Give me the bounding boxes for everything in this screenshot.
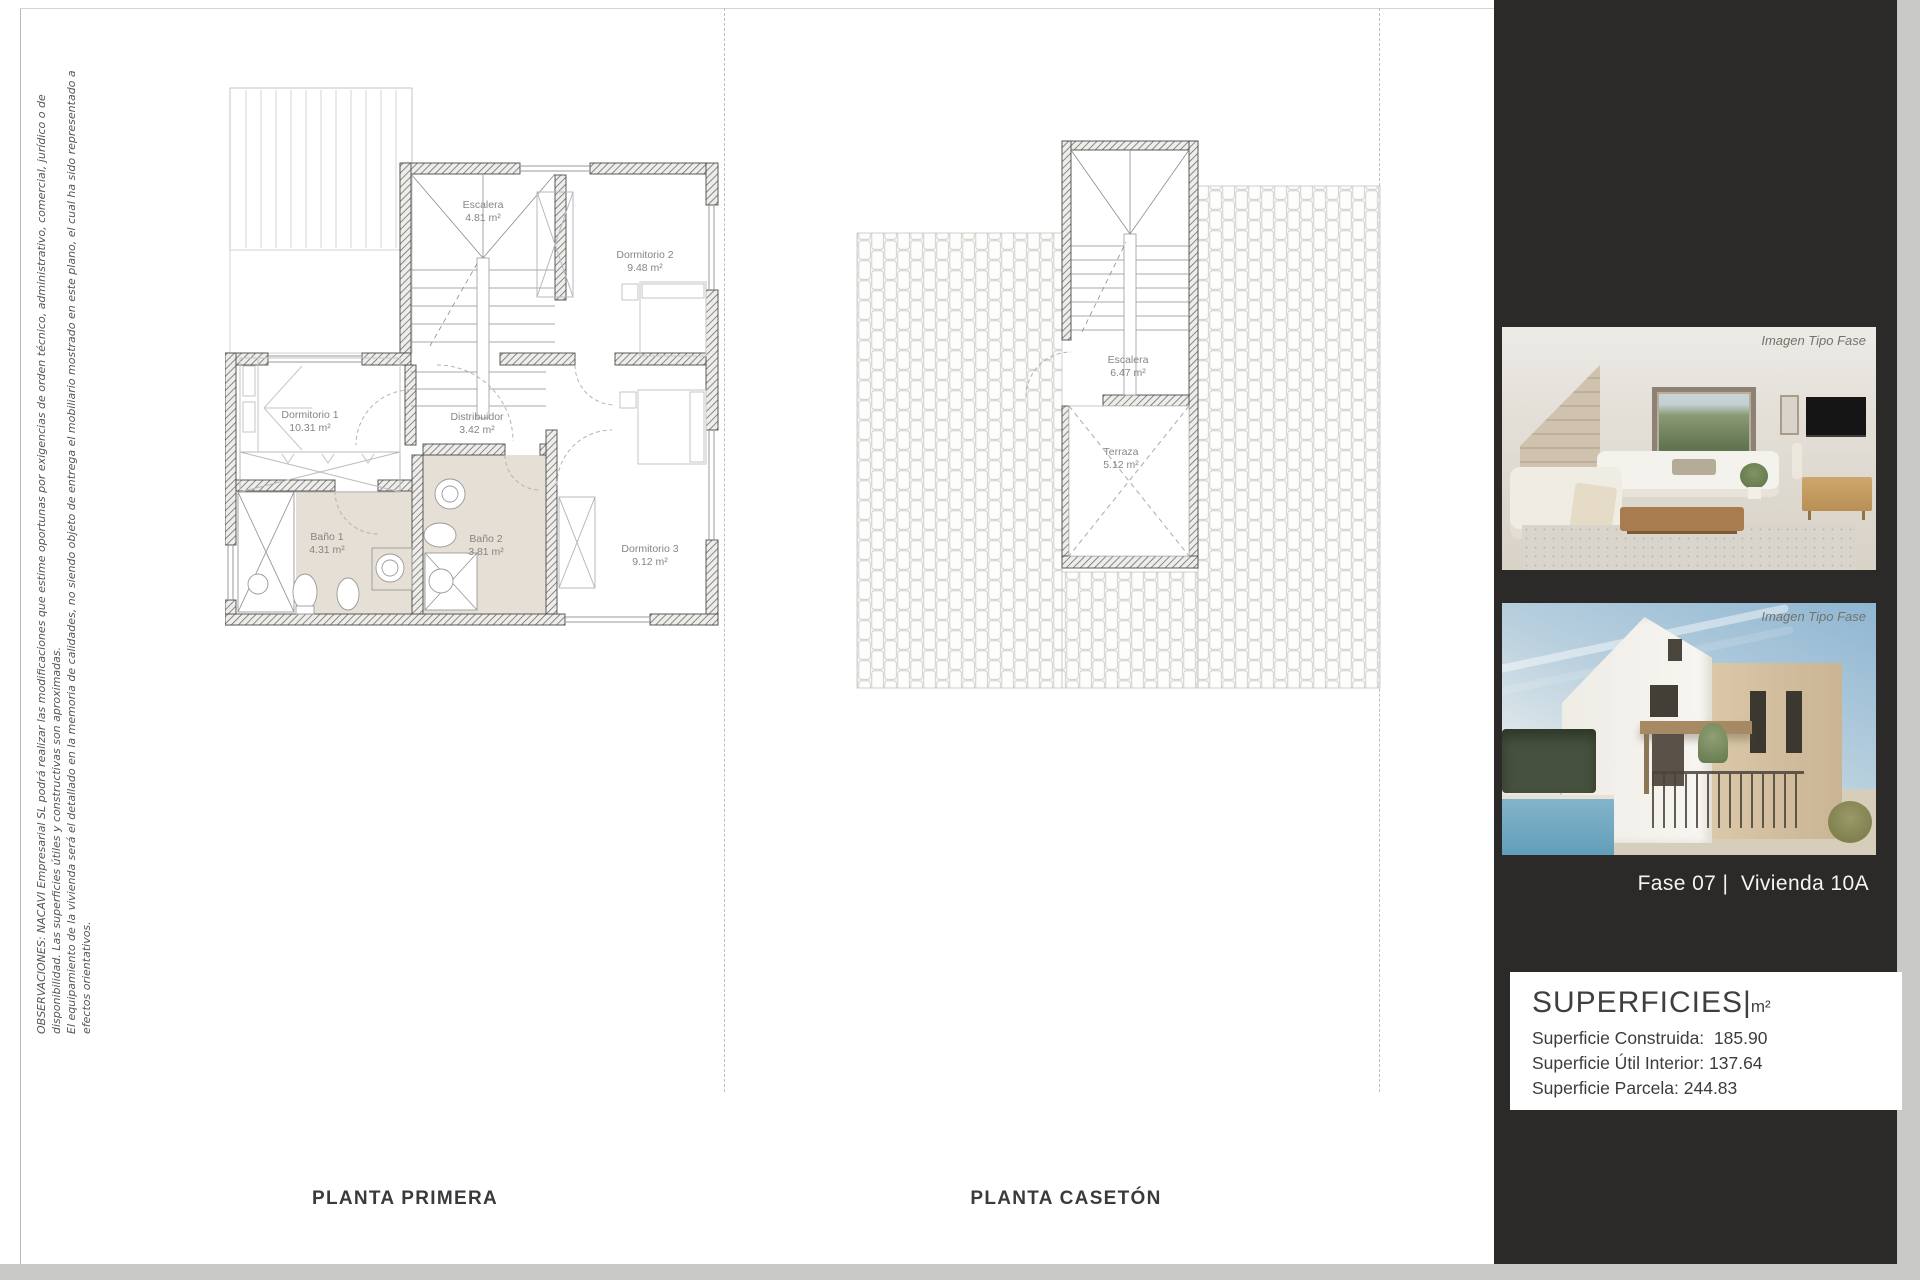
superficie-construida: Superficie Construida: 185.90 — [1532, 1028, 1768, 1048]
title-planta-caseton: PLANTA CASETÓN — [970, 1188, 1162, 1209]
superficies-title-row — [1532, 986, 1902, 1020]
exterior-railing — [1652, 771, 1804, 828]
left-border-rule — [20, 8, 21, 1264]
interior-cushion — [1672, 459, 1716, 475]
interior-art-frame — [1780, 395, 1799, 435]
exterior-photo — [1502, 603, 1876, 855]
room-label-dormitorio1: Dormitorio 1 10.31 m² — [281, 409, 339, 434]
room-label-escalera-p1: Escalera 4.81 m² — [462, 199, 504, 224]
room-label-distribuidor: Distribuidor 3.42 m² — [450, 411, 504, 436]
exterior-canopy-post — [1644, 734, 1649, 794]
unit-label: Fase 07 | Vivienda 10A — [1637, 872, 1869, 895]
observations-note — [34, 32, 94, 1034]
interior-lamp — [1792, 443, 1802, 479]
observations-line-1: OBSERVACIONES: NACAVI Empresarial SL podrá realizar las modificaciones que estime oportunas por exigencias de orden técnico, administrativo, comercial, jurídico o de disponibilidad. Las superficies útiles y constructivas son aproximadas. — [35, 94, 63, 1034]
terrace-pergola — [230, 88, 412, 353]
exterior-hedge — [1502, 729, 1596, 793]
interior-coffee-table — [1620, 507, 1744, 531]
room-label-dormitorio3: Dormitorio 3 9.12 m² — [621, 543, 679, 568]
exterior-gable-window — [1650, 685, 1678, 717]
room-label-terraza: Terraza 5.12 m² — [1103, 446, 1139, 471]
superficies-unit: m² — [1750, 997, 1771, 1016]
interior-photo — [1502, 327, 1876, 570]
interior-sideboard-leg-left — [1808, 511, 1811, 520]
exterior-photo-caption: Imagen Tipo Fase — [1761, 609, 1866, 624]
interior-tv — [1806, 397, 1866, 435]
superficie-parcela: Superficie Parcela: 244.83 — [1532, 1078, 1738, 1098]
superficies-title: SUPERFICIES — [1532, 986, 1744, 1019]
title-planta-primera: PLANTA PRIMERA — [311, 1188, 499, 1209]
exterior-pool — [1502, 795, 1614, 855]
room-label-bano1: Baño 1 4.31 m² — [309, 531, 345, 556]
terraza-area — [1069, 406, 1189, 556]
interior-sideboard-leg-right — [1862, 511, 1865, 520]
interior-sideboard — [1802, 477, 1872, 511]
room-label-bano2: Baño 2 3.81 m² — [468, 533, 504, 558]
superficies-box — [1510, 972, 1902, 1110]
interior-photo-caption: Imagen Tipo Fase — [1761, 333, 1866, 348]
observations-line-2: El equipamiento de la vivienda será el detallado en la memoria de calidades, no siendo objeto de entrega el mobiliario mostrado en este plano, el cual ha sido representado a efectos orientativos. — [65, 70, 93, 1034]
exterior-wing-window-2 — [1786, 691, 1802, 753]
room-label-escalera-p2: Escalera 6.47 m² — [1107, 354, 1149, 379]
exterior-tree — [1698, 723, 1728, 763]
room-label-dormitorio2: Dormitorio 2 9.48 m² — [616, 249, 674, 274]
exterior-canopy — [1640, 721, 1752, 734]
interior-plant — [1740, 463, 1768, 489]
bottom-margin-band — [0, 1264, 1920, 1280]
superficie-util-interior: Superficie Útil Interior: 137.64 — [1532, 1053, 1763, 1073]
interior-rug — [1522, 525, 1856, 570]
exterior-gable-window-small — [1668, 639, 1682, 661]
interior-plant-pot — [1748, 487, 1761, 499]
top-border-rule — [20, 8, 1494, 9]
superficies-separator: | — [1743, 986, 1751, 1019]
floor-plan-planta-caseton — [850, 130, 1390, 710]
exterior-shrub — [1828, 801, 1872, 843]
exterior-wing-window-1 — [1750, 691, 1766, 753]
